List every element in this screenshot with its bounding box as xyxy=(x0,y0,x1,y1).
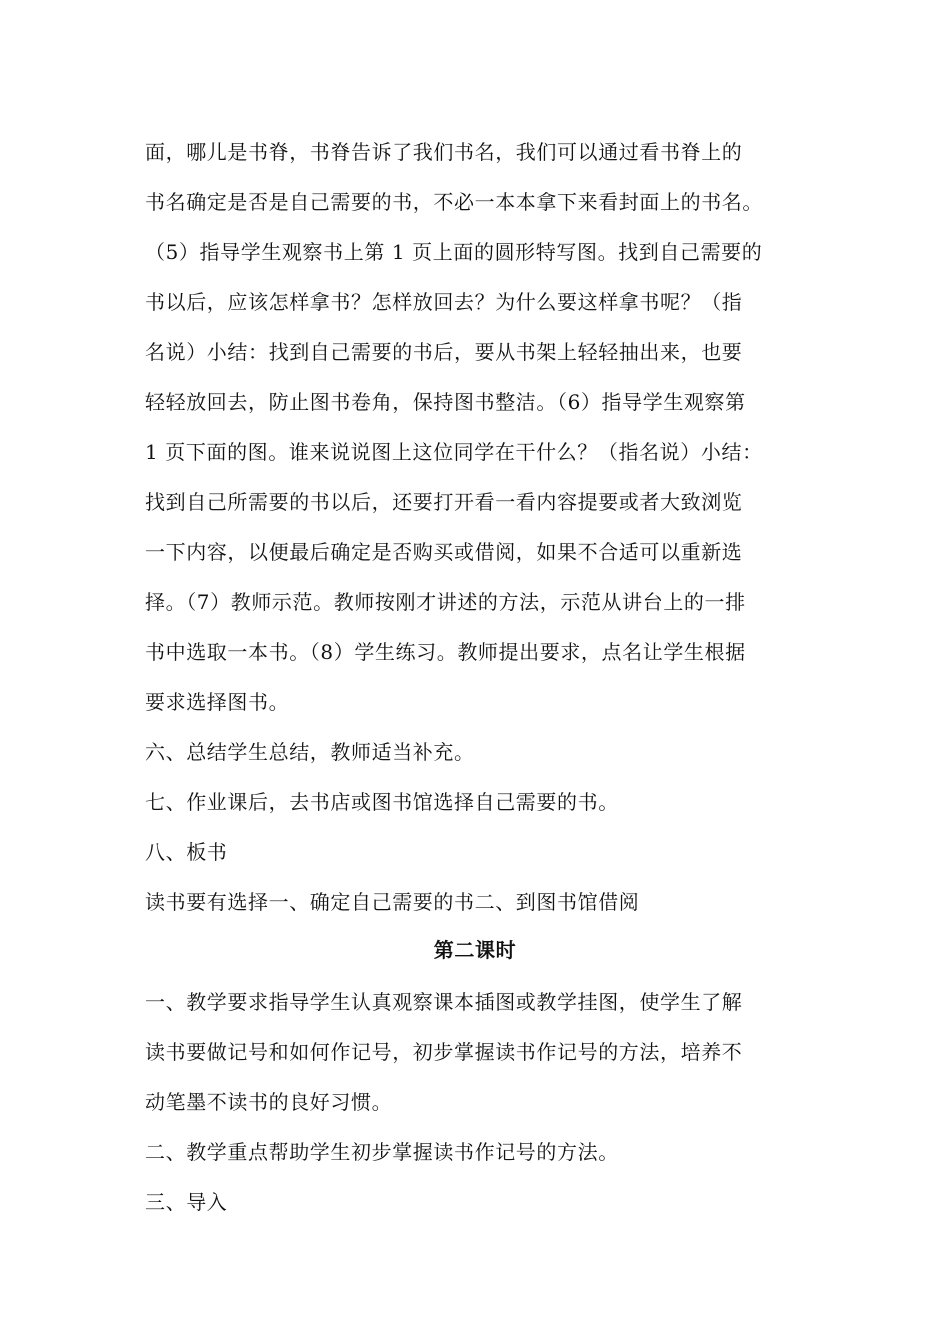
paragraph-line: 书名确定是否是自己需要的书，不必一本本拿下来看封面上的书名。 xyxy=(145,190,763,214)
section-summary: 六、总结学生总结，教师适当补充。 xyxy=(145,740,475,764)
paragraph-line: 找到自己所需要的书以后，还要打开看一看内容提要或者大致浏览 xyxy=(145,490,743,514)
requirement-line: 动笔墨不读书的良好习惯。 xyxy=(145,1090,393,1114)
paragraph-line: （5）指导学生观察书上第 1 页上面的圆形特写图。找到自己需要的 xyxy=(145,240,763,264)
paragraph-line: 名说）小结：找到自己需要的书后，要从书架上轻轻抽出来，也要 xyxy=(145,340,743,364)
paragraph-line: 书中选取一本书。（8）学生练习。教师提出要求，点名让学生根据 xyxy=(145,640,746,664)
introduction-heading: 三、导入 xyxy=(145,1190,228,1214)
board-text: 读书要有选择一、确定自己需要的书二、到图书馆借阅 xyxy=(145,890,640,914)
lesson-heading: 第二课时 xyxy=(433,938,517,962)
section-homework: 七、作业课后，去书店或图书馆选择自己需要的书。 xyxy=(145,790,619,814)
requirement-line: 一、教学要求指导学生认真观察课本插图或教学挂图，使学生了解 xyxy=(145,990,743,1014)
paragraph-line: 要求选择图书。 xyxy=(145,690,290,714)
paragraph-line: 书以后，应该怎样拿书？怎样放回去？为什么要这样拿书呢？（指 xyxy=(145,290,743,314)
paragraph-line: 择。（7）教师示范。教师按刚才讲述的方法，示范从讲台上的一排 xyxy=(145,590,746,614)
paragraph-line: 一下内容，以便最后确定是否购买或借阅，如果不合适可以重新选 xyxy=(145,540,743,564)
paragraph-line: 轻轻放回去，防止图书卷角，保持图书整洁。（6）指导学生观察第 xyxy=(145,390,746,414)
requirement-line: 读书要做记号和如何作记号，初步掌握读书作记号的方法，培养不 xyxy=(145,1040,743,1064)
paragraph-line: 面，哪儿是书脊，书脊告诉了我们书名，我们可以通过看书脊上的 xyxy=(145,140,743,164)
section-board: 八、板书 xyxy=(145,840,228,864)
paragraph-line: 1 页下面的图。谁来说说图上这位同学在干什么？（指名说）小结： xyxy=(145,440,763,464)
teaching-focus: 二、教学重点帮助学生初步掌握读书作记号的方法。 xyxy=(145,1140,619,1164)
